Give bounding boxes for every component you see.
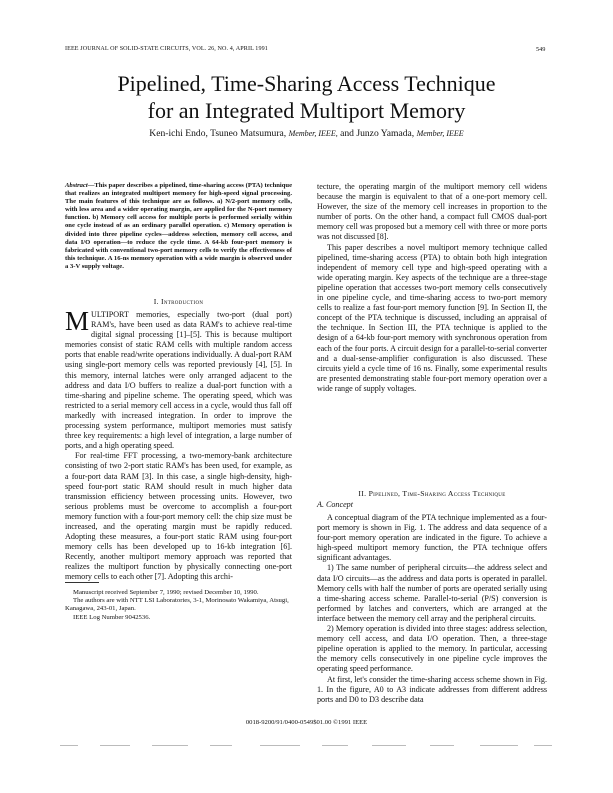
- running-header: IEEE JOURNAL OF SOLID-STATE CIRCUITS, VOL. 26, NO. 4, APRIL 1991: [65, 46, 268, 52]
- concept-paragraph-4: At first, let's consider the time-sharing access scheme shown in Fig. 1. In the figure, A0 to A3 indicate addresses from different address ports and D0 to D3 describe data: [317, 674, 547, 704]
- subsection-a-heading: A. Concept: [317, 500, 353, 509]
- title-line-1: Pipelined, Time-Sharing Access Technique: [117, 71, 496, 96]
- concept-paragraph-2: 1) The same number of peripheral circuits—the address select and data I/O circuits—as the address and data ports is operated in parallel. Memory cells with half the number of ports are operated serially using a time-sharing access scheme. Parallel-to-serial (P/S) conversion is performed by latches and converters, which are arranged at the interface between the memory cell array and the peripheral circuits.: [317, 563, 547, 623]
- title-line-2: for an Integrated Multiport Memory: [147, 98, 466, 123]
- col2-paragraph-2: This paper describes a novel multiport memory technique called pipelined, time-sharing access (PTA) to obtain both high integration independent of memory cell type and high-speed operating with a wide operating margin. Key aspects of the technique are a three-stage pipeline operation that accesses two-port memory cells consecutively in one pipeline cycle, and time-sharing access to two-port memory cells to realize a fast four-port memory function [9]. In Section II, the concept of the PTA technique is discussed, including an appraisal of the technique. In Section III, the PTA technique is applied to the design of a 64-kb four-port memory with synchronous operation from each of the four ports. A circuit design for a parallel-to-serial converter and a dual-sense-amplifier configuration is also discussed. These circuits yield a cycle time of 16 ns. Finally, some experimental results are presented demonstrating stable four-port memory operation over a wide range of supply voltages.: [317, 242, 547, 393]
- scan-mark: [100, 745, 130, 746]
- author-membership-2: Member, IEEE: [416, 129, 464, 138]
- author-names-2: and Junzo Yamada,: [340, 128, 415, 139]
- abstract: [65, 182, 292, 271]
- abstract-text: —This paper describes a pipelined, time-sharing access (PTA) technique that realizes an integrated multiport memory for high-speed signal processing. The main features of this technique are as follows. a) N/2-port memory cells, with less area and a wider operating margin, are applied for the N-port memory function. b) Memory cell access for multiple ports is performed serially within one cycle instead of as an ordinary parallel operation. c) Memory operation is divided into three pipeline cycles—address selection, memory cell access, and data I/O operation—to reduce the cycle time. A 64-kb four-port memory is fabricated with conventional two-port memory cells to verify the effectiveness of this technique. A 16-ns memory operation with a wide margin is observed under a 3-V supply voltage.: [65, 182, 292, 270]
- column-2-top: [317, 182, 547, 394]
- scan-mark: [322, 745, 348, 746]
- author-names-1: Ken-ichi Endo, Tsuneo Matsumura,: [149, 128, 287, 139]
- abstract-label: Abstract: [65, 182, 88, 189]
- column-1-body: [65, 306, 292, 583]
- intro-paragraph-2: For real-time FFT processing, a two-memory-bank architecture consisting of two 2-port static RAM's has been used, for example, as a four-port data RAM [3]. In this case, a single high-density, high-speed four-port static RAM should result in much higher data transmission efficiency between processing units. However, two serious problems must be overcome to accomplish a four-port memory function with a four-port memory cell: the chip size must be increased, and the operating margin must be rapidly reduced. Adopting these measures, a four-port static RAM using four-port memory cells has been developed up to 16-kb integration [6]. Recently, another multiport memory approach was reported that realizes the multiport function by physically connecting one-port memory cells to each other [7]. Adopting this archi-: [65, 451, 292, 582]
- intro-paragraph-1-text: ULTIPORT memories, especially two-port (dual port) RAM's, have been used as data RAM's to achieve real-time digital signal processing [1]–[5]. This is because multiport memories consist of static RAM cells with multiple random access ports that enable read/write operations individually. A dual-port RAM using single-port memory cells was reported previously [4], [5]. In this memory, internal latches were only arranged adjacent to the address and data I/O buffers to realize a dual-port function with a time-sharing and pipeline scheme. The operating speed, which was restricted to a serial memory cell access in a cycle, would thus fall off markedly with increased integration. In order to improve the processing system performance, multiport memories must satisfy three key requirements: a high level of integration, a large number of ports, and a high operating speed.: [65, 310, 292, 451]
- section-1-heading: I. Introduction: [153, 297, 204, 306]
- author-list: [0, 128, 613, 139]
- footnote-received: Manuscript received September 7, 1990; revised December 10, 1990.: [73, 589, 259, 596]
- scan-mark: [152, 745, 188, 746]
- page-number: 549: [536, 46, 546, 53]
- scan-mark: [210, 745, 232, 746]
- paper-title: [0, 70, 613, 124]
- footnote-affiliation: The authors are with NTT LSI Laboratories, 3-1, Morinosato Wakamiya, Atsugi, Kanagawa, 243-01, Japan.: [65, 597, 289, 613]
- col2-paragraph-1: tecture, the operating margin of the multiport memory cell widens because the margin is equivalent to that of a one-port memory cell. However, the size of the memory cell increases in proportion to the number of ports. On the other hand, a compact full CMOS dual-port memory cell was proposed but a memory cell with three or more ports was not discussed [8].: [317, 182, 547, 242]
- column-2-bottom: [317, 513, 547, 705]
- scan-mark: [430, 745, 454, 746]
- drop-cap: M: [65, 306, 90, 336]
- concept-paragraph-1: A conceptual diagram of the PTA technique implemented as a four-port memory is shown in Fig. 1. The address and data sequence of a four-port memory operation are indicated in the figure. To achieve a high-speed multiport memory function, the PTA technique offers significant advantages.: [317, 513, 547, 563]
- author-membership-1: Member, IEEE,: [288, 129, 338, 138]
- section-2-heading: II. Pipelined, Time-Sharing Access Technique: [358, 489, 506, 498]
- footnote-log: IEEE Log Number 9042536.: [73, 613, 151, 621]
- scan-mark: [372, 745, 406, 746]
- scan-mark: [260, 745, 300, 746]
- footnote-rule: [65, 582, 99, 583]
- footnote: [65, 589, 292, 622]
- scan-mark: [534, 745, 552, 746]
- copyright-footer: 0018-9200/91/0400-0549$01.00 ©1991 IEEE: [245, 719, 368, 726]
- intro-paragraph-1: [65, 306, 292, 451]
- scan-mark: [480, 745, 518, 746]
- concept-paragraph-3: 2) Memory operation is divided into three stages: address selection, memory cell access, and data I/O operation. Then, a three-stage pipeline operation is applied to the memory. In particular, accessing the memory cells consecutively in one pipeline cycle improves the operating speed performance.: [317, 624, 547, 674]
- scan-mark: [60, 745, 78, 746]
- scan-edge-marks: [60, 745, 555, 749]
